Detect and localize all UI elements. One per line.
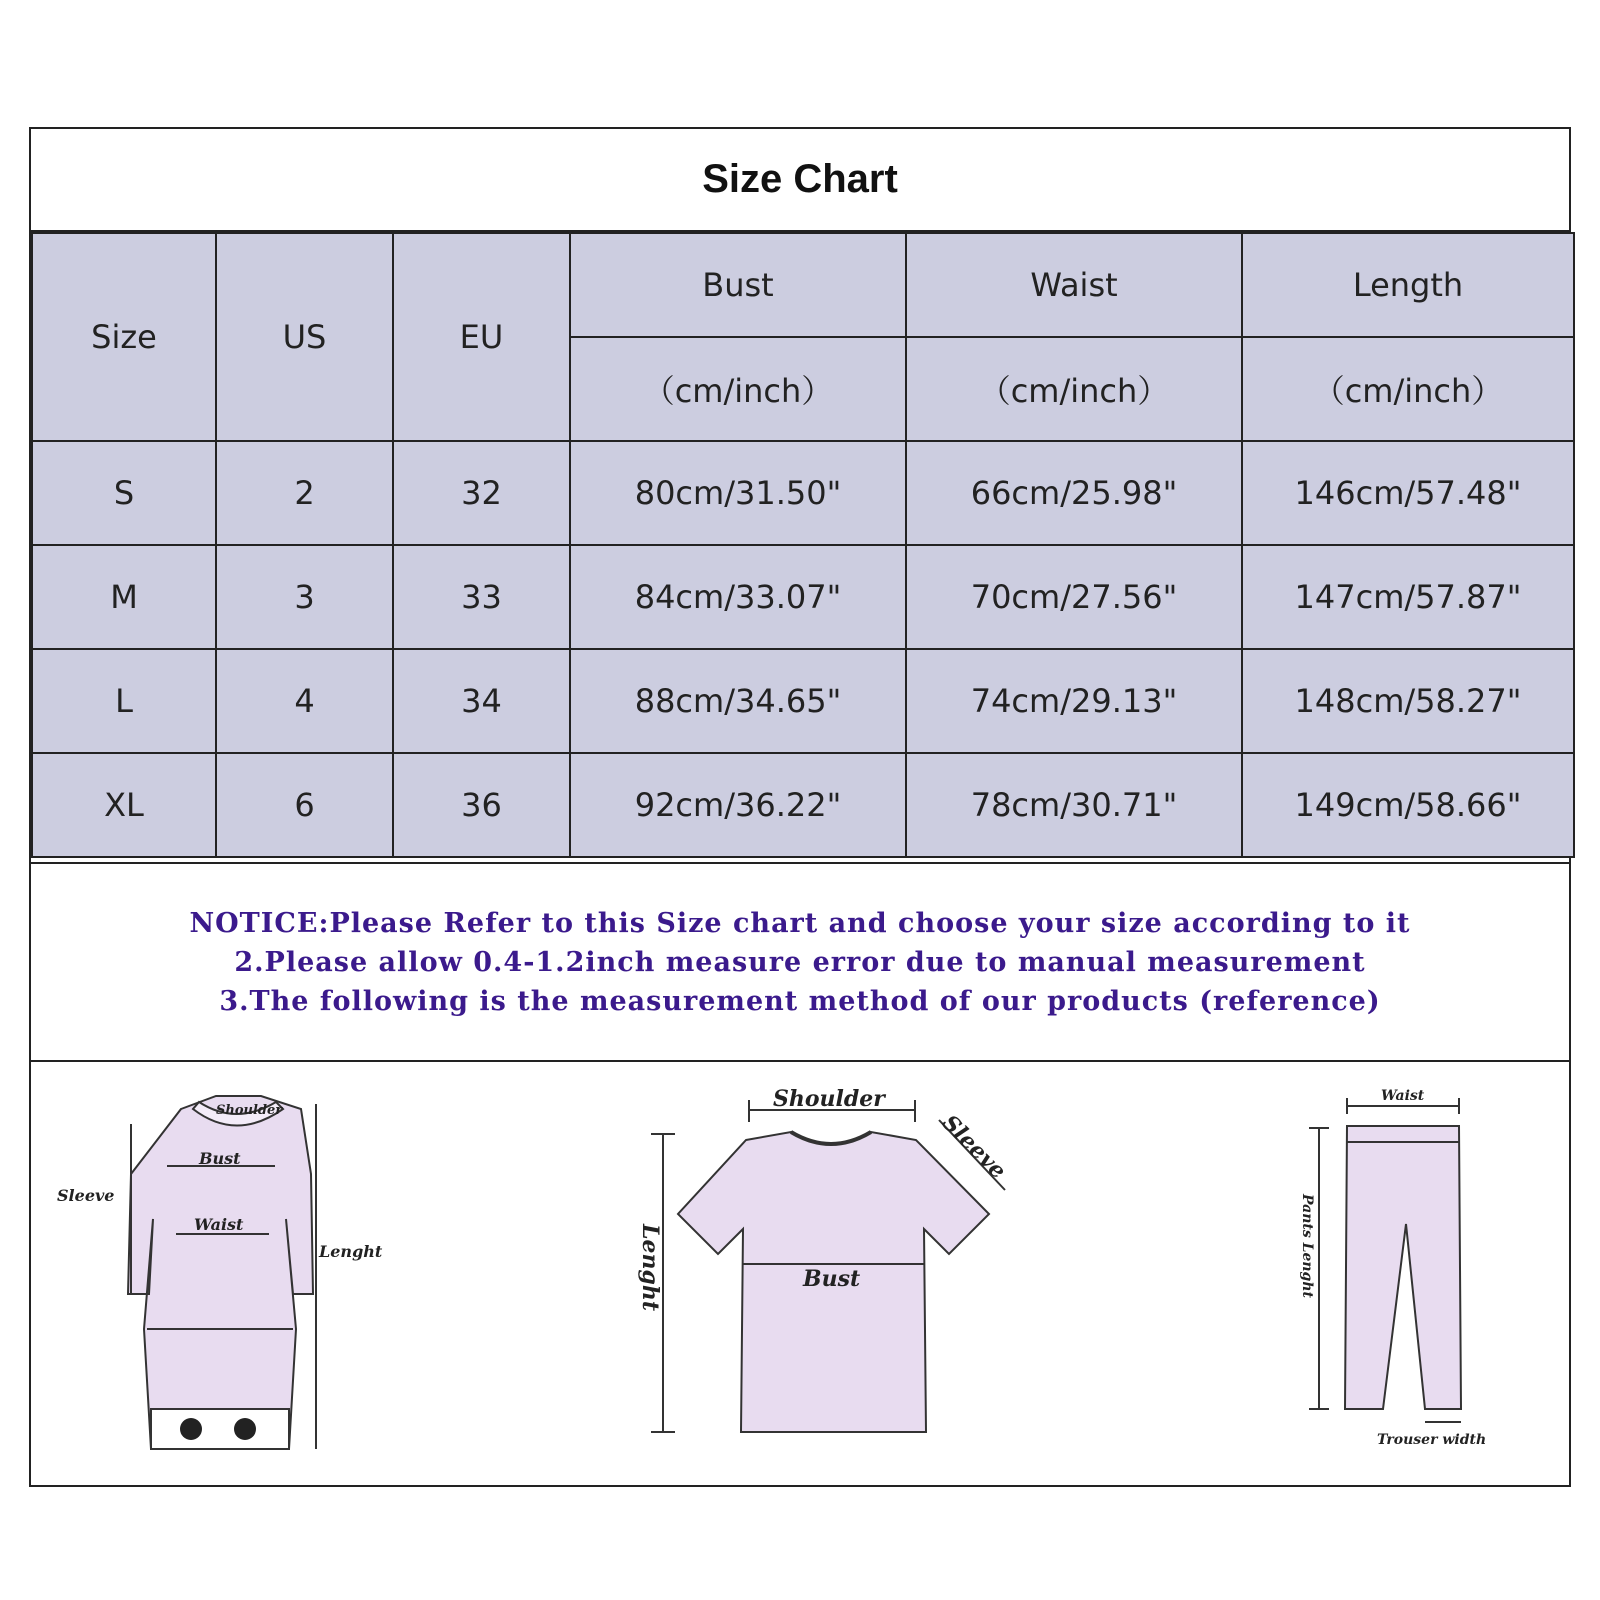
tshirt-sleeve-label: Sleeve [936, 1109, 1012, 1185]
tshirt-shoulder-label: Shoulder [773, 1086, 885, 1112]
cell-bust: 88cm/34.65" [570, 649, 906, 753]
header-bust: Bust [570, 233, 906, 337]
tshirt-bust-label: Bust [803, 1266, 861, 1292]
cell-waist: 66cm/25.98" [906, 441, 1242, 545]
size-chart [29, 127, 1571, 1487]
cell-size: S [32, 441, 216, 545]
cell-size: XL [32, 753, 216, 857]
cell-bust: 84cm/33.07" [570, 545, 906, 649]
pants-illustration [1309, 1098, 1461, 1422]
notice-line-1: NOTICE:Please Refer to this Size chart and choose your size according to it [189, 907, 1411, 939]
cell-eu: 33 [393, 545, 570, 649]
cell-size: M [32, 545, 216, 649]
cell-us: 2 [216, 441, 393, 545]
dress-waist-label: Waist [194, 1215, 244, 1234]
cell-waist: 70cm/27.56" [906, 545, 1242, 649]
table-row [32, 545, 1574, 649]
notice-block [31, 862, 1569, 1062]
cell-eu: 32 [393, 441, 570, 545]
diagrams-svg [31, 1064, 1569, 1484]
cell-size: L [32, 649, 216, 753]
pants-width-label: Trouser width [1377, 1432, 1487, 1448]
table-row [32, 649, 1574, 753]
pants-waist-label: Waist [1381, 1088, 1425, 1104]
cell-waist: 74cm/29.13" [906, 649, 1242, 753]
chart-title: Size Chart [31, 129, 1569, 232]
dress-sleeve-label: Sleeve [57, 1186, 115, 1205]
cell-length: 146cm/57.48" [1242, 441, 1574, 545]
cell-length: 149cm/58.66" [1242, 753, 1574, 857]
cell-eu: 36 [393, 753, 570, 857]
dress-bust-label: Bust [199, 1149, 241, 1168]
dress-shoulder-label: Shoulder [216, 1103, 283, 1118]
header-eu: EU [393, 233, 570, 441]
cell-bust: 92cm/36.22" [570, 753, 906, 857]
cell-waist: 78cm/30.71" [906, 753, 1242, 857]
header-waist: Waist [906, 233, 1242, 337]
cell-bust: 80cm/31.50" [570, 441, 906, 545]
cell-length: 148cm/58.27" [1242, 649, 1574, 753]
header-length: Length [1242, 233, 1574, 337]
header-us: US [216, 233, 393, 441]
measurement-diagrams [31, 1064, 1569, 1484]
cell-eu: 34 [393, 649, 570, 753]
header-bust-unit: （cm/inch） [570, 337, 906, 441]
notice-line-3: 3.The following is the measurement method of our products (reference) [219, 985, 1381, 1017]
pants-length-label: Pants Lenght [1299, 1194, 1315, 1298]
header-length-unit: （cm/inch） [1242, 337, 1574, 441]
tshirt-length-label: Lenght [637, 1224, 663, 1312]
header-row [32, 233, 1574, 337]
table-row [32, 441, 1574, 545]
cell-us: 4 [216, 649, 393, 753]
cell-us: 6 [216, 753, 393, 857]
cell-us: 3 [216, 545, 393, 649]
table-row [32, 753, 1574, 857]
size-table [31, 232, 1575, 858]
notice-line-2: 2.Please allow 0.4-1.2inch measure error due to manual measurement [234, 946, 1366, 978]
dress-length-label: Lenght [319, 1242, 383, 1261]
header-waist-unit: （cm/inch） [906, 337, 1242, 441]
cell-length: 147cm/57.87" [1242, 545, 1574, 649]
header-size: Size [32, 233, 216, 441]
